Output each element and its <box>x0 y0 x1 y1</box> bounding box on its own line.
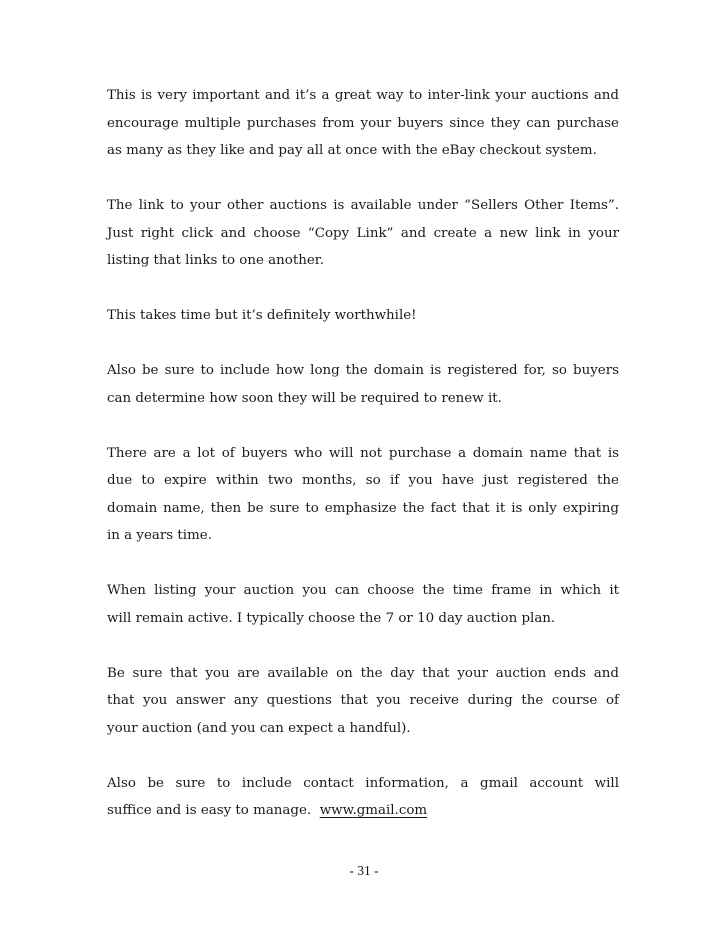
text-line: When listing your auction you can choose the time frame in which it <box>107 583 619 598</box>
text-line: domain name, then be sure to emphasize the fact that it is only expiring <box>107 500 619 516</box>
text-line: that you answer any questions that you receive during the course of <box>107 693 619 708</box>
paragraph-worthwhile <box>107 302 619 330</box>
text-line: will remain active. I typically choose the 7 or 10 day auction plan. <box>107 610 556 626</box>
text-line: There are a lot of buyers who will not purchase a domain name that is <box>107 445 619 461</box>
page-number: - 31 - <box>349 863 379 878</box>
text-line: This is very important and it’s a great way to inter-link your auctions and <box>107 88 619 103</box>
text-line: The link to your other auctions is available under “Sellers Other Items”. <box>107 198 619 213</box>
text-line: in a years time. <box>107 528 212 543</box>
gmail-link[interactable]: www.gmail.com <box>319 803 428 818</box>
paragraph-interlink <box>107 82 619 165</box>
paragraph-other-auctions-link <box>107 192 619 275</box>
text-line: Be sure that you are available on the day that your auction ends and <box>107 665 619 681</box>
text-line: Just right click and choose “Copy Link” and create a new link in your <box>107 225 619 241</box>
paragraph-registration-length <box>107 357 619 412</box>
text-line: can determine how soon they will be required to renew it. <box>107 390 502 406</box>
paragraph-expiring-domains <box>107 440 619 550</box>
text-line: as many as they like and pay all at once with the eBay checkout system. <box>107 143 597 158</box>
text-line: Also be sure to include contact information, a gmail account will <box>107 775 619 791</box>
text-line: This takes time but it’s definitely worthwhile! <box>107 308 417 323</box>
page-body <box>107 82 619 852</box>
paragraph-contact-info <box>107 770 619 825</box>
text-line-with-link <box>107 797 619 825</box>
text-line: due to expire within two months, so if you have just registered the <box>107 473 619 488</box>
text-line: Also be sure to include how long the domain is registered for, so buyers <box>107 363 619 378</box>
text-line: listing that links to one another. <box>107 253 324 268</box>
text-fragment: suffice and is easy to manage. <box>107 803 312 818</box>
paragraph-time-frame <box>107 577 619 632</box>
text-line: your auction (and you can expect a handful). <box>107 720 411 736</box>
text-line: encourage multiple purchases from your buyers since they can purchase <box>107 115 619 131</box>
paragraph-availability <box>107 660 619 743</box>
